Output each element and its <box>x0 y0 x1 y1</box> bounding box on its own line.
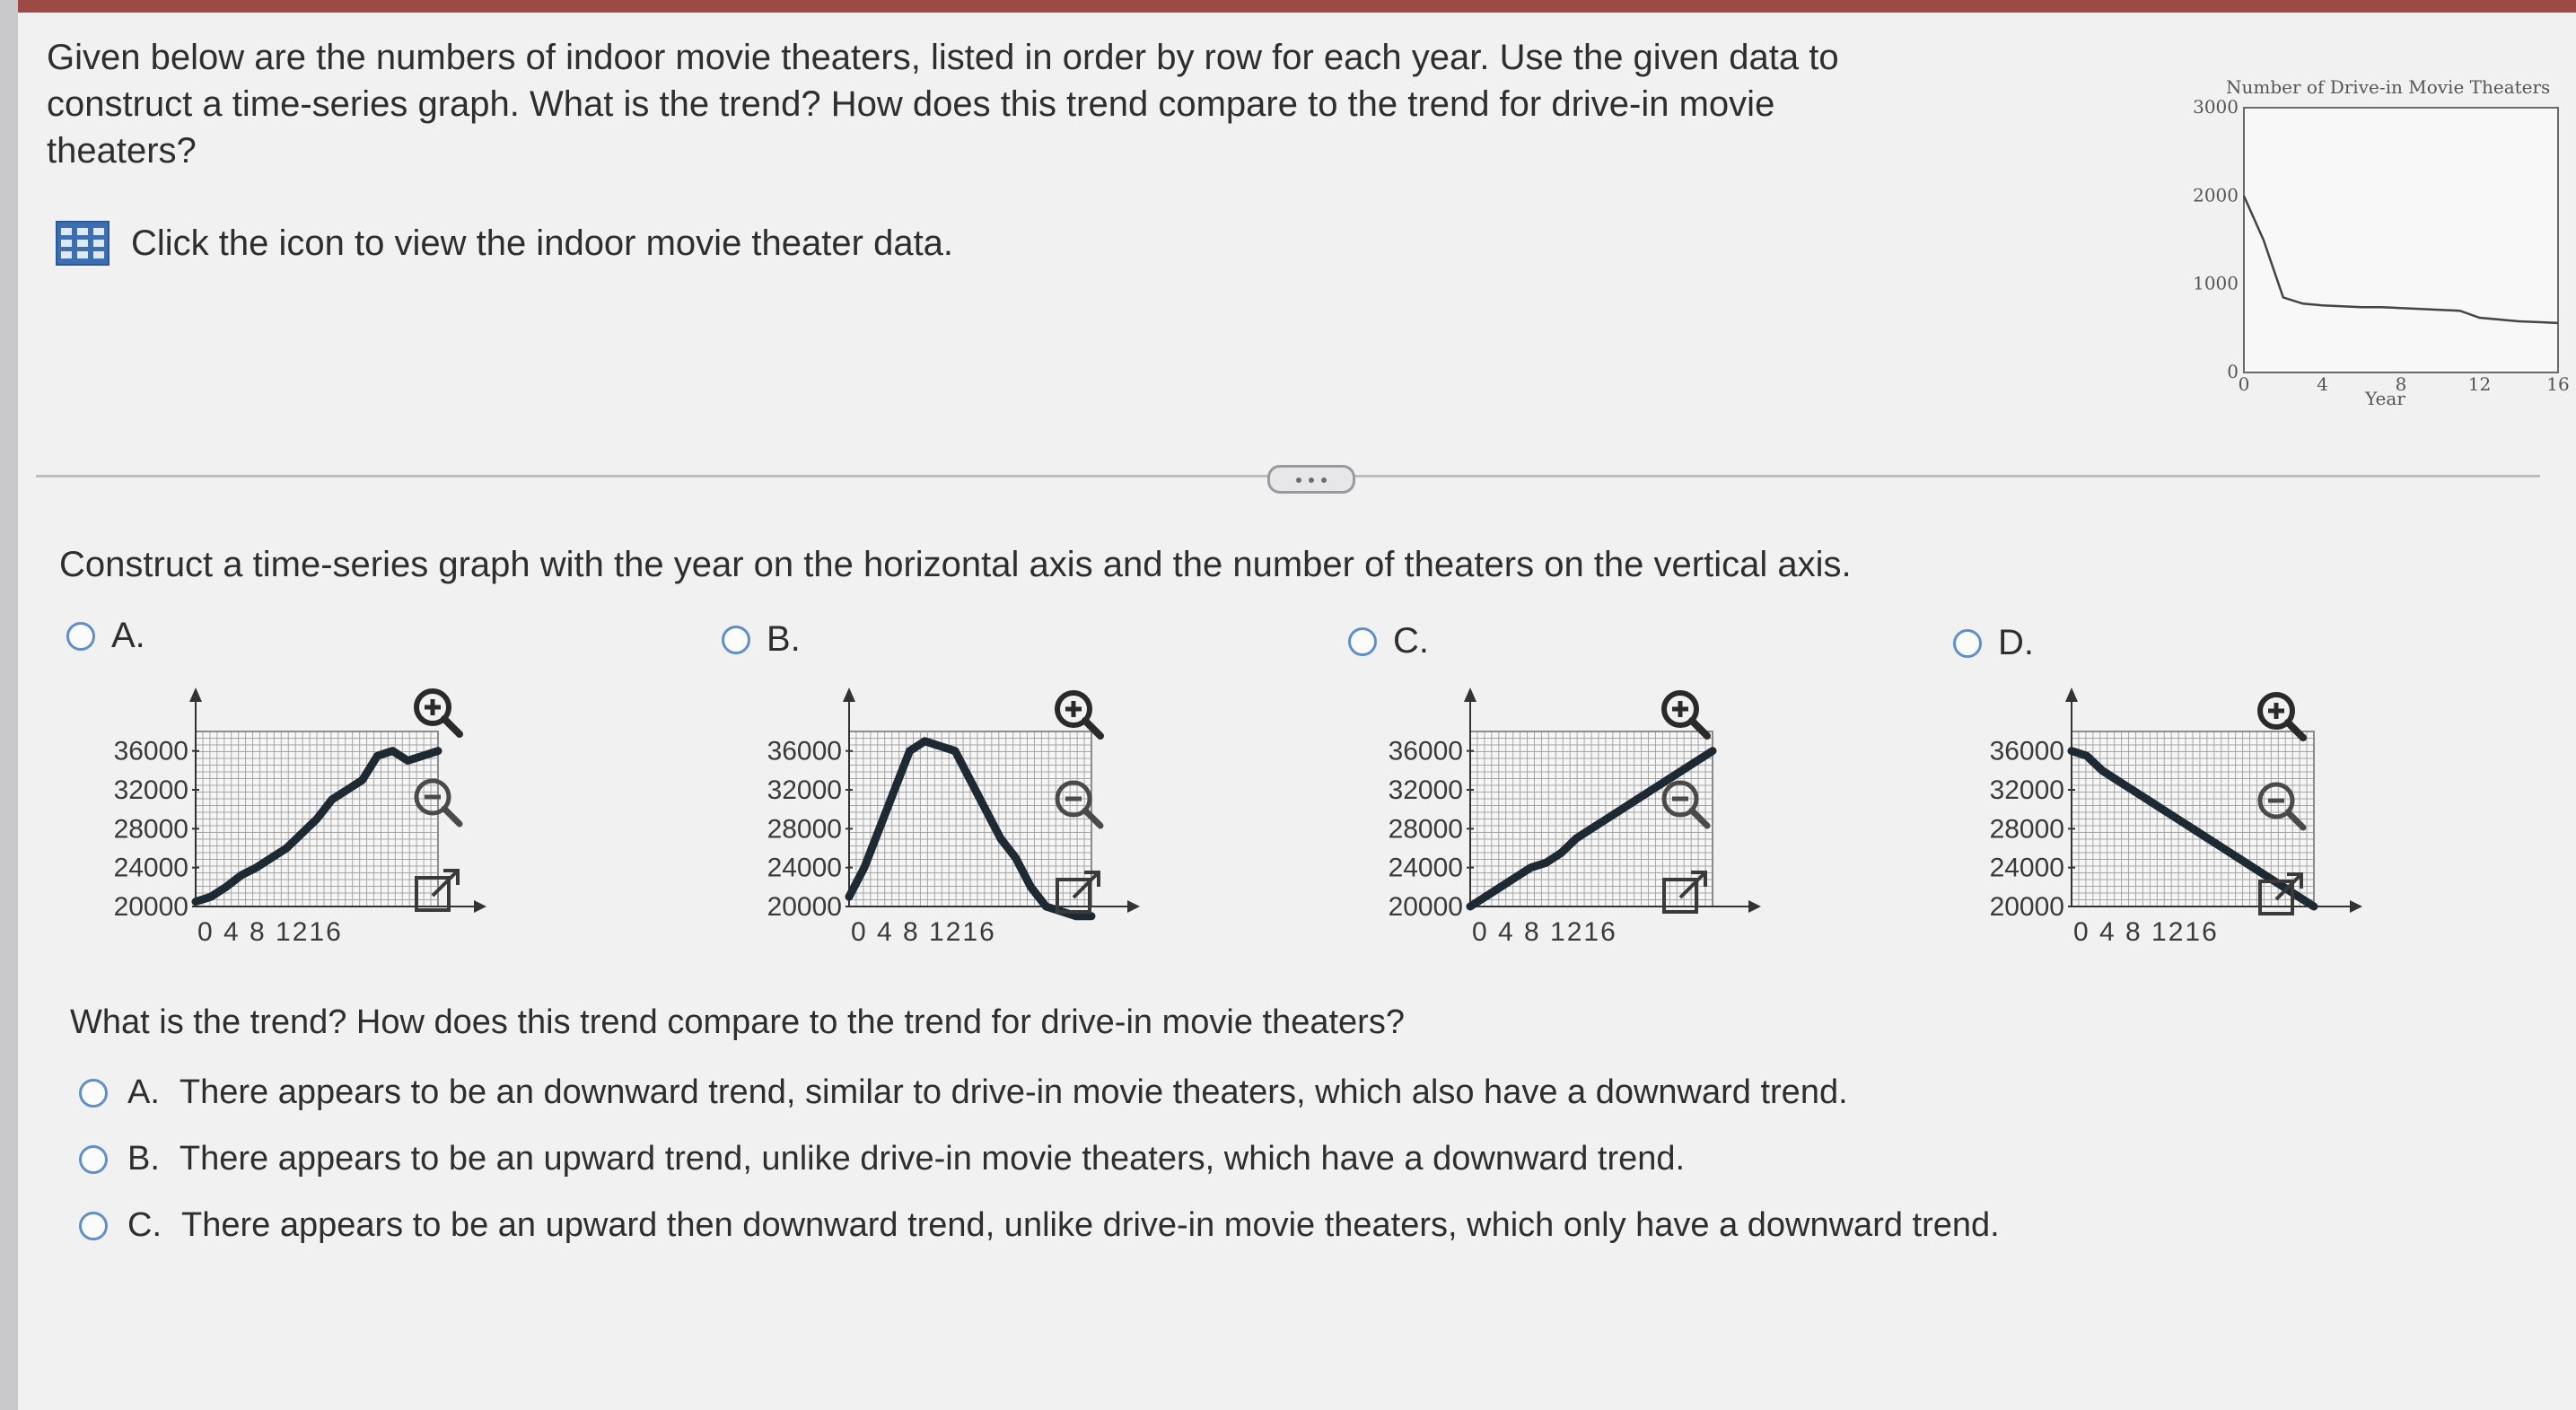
option-d-radio[interactable] <box>1953 629 1982 658</box>
drive-in-x-tick: 8 <box>2395 373 2407 395</box>
option-a-radio[interactable] <box>66 622 95 651</box>
answer-a-radio[interactable] <box>79 1079 108 1108</box>
answer-a-text: There appears to be an downward trend, similar to drive-in movie theaters, which also have a downward trend. <box>179 1073 1848 1111</box>
option-c-tools <box>1653 682 1716 924</box>
window-left-edge <box>0 0 18 1410</box>
drive-in-y-tick: 2000 <box>2193 184 2239 206</box>
window-top-bar <box>0 0 2576 13</box>
y-tick-label: 20000 <box>767 892 842 922</box>
y-tick-label: 36000 <box>113 736 188 766</box>
popout-icon[interactable] <box>1653 862 1716 924</box>
x-tick-labels: 0 4 8 1216 <box>2073 917 2219 947</box>
option-b-radio[interactable] <box>722 626 750 654</box>
data-table-link[interactable] <box>56 221 953 266</box>
y-axis-arrow <box>189 687 202 702</box>
answer-a[interactable] <box>79 1073 1848 1112</box>
option-a-tools <box>406 680 469 923</box>
y-tick-label: 20000 <box>1388 892 1463 922</box>
drive-in-y-tick: 3000 <box>2193 96 2239 118</box>
y-tick-label: 36000 <box>1989 736 2064 766</box>
x-tick-labels: 0 4 8 1216 <box>197 917 343 947</box>
option-d-label: D. <box>1998 623 2034 662</box>
y-tick-label: 36000 <box>1388 736 1463 766</box>
x-tick-labels: 0 4 8 1216 <box>1472 917 1617 947</box>
more-button[interactable] <box>1267 465 1355 494</box>
zoom-out-icon[interactable] <box>1047 772 1109 835</box>
popout-icon[interactable] <box>406 860 469 923</box>
popout-icon[interactable] <box>2249 863 2312 926</box>
answer-b-text: There appears to be an upward trend, unlike drive-in movie theaters, which have a downward trend. <box>179 1140 1686 1178</box>
y-axis-arrow <box>2065 687 2078 702</box>
drive-in-x-tick: 4 <box>2317 373 2328 395</box>
answer-c[interactable] <box>79 1206 2000 1245</box>
zoom-in-icon[interactable] <box>406 680 469 743</box>
zoom-out-icon[interactable] <box>406 770 469 833</box>
y-tick-label: 20000 <box>1989 892 2064 922</box>
more-icon[interactable] <box>1292 471 1330 487</box>
answer-b-letter: B. <box>127 1140 160 1178</box>
zoom-out-icon[interactable] <box>2249 774 2312 836</box>
drive-in-y-tick: 0 <box>2227 361 2239 382</box>
zoom-in-icon[interactable] <box>1047 682 1109 745</box>
y-tick-label: 32000 <box>113 775 188 805</box>
y-tick-label: 28000 <box>113 814 188 845</box>
zoom-out-icon[interactable] <box>1653 772 1716 835</box>
y-tick-label: 36000 <box>767 736 842 766</box>
option-c[interactable] <box>1348 621 1429 661</box>
answer-b[interactable] <box>79 1140 1685 1178</box>
instruction-text: Construct a time-series graph with the year on the horizontal axis and the number of theaters on the vertical axis. <box>59 545 1852 584</box>
option-a[interactable] <box>66 616 145 656</box>
option-a-label: A. <box>111 616 145 655</box>
option-d-tools <box>2249 684 2312 926</box>
option-a-graph <box>79 682 438 969</box>
grid-icon[interactable] <box>56 221 110 266</box>
trend-question: What is the trend? How does this trend compare to the trend for drive-in movie theaters? <box>70 1003 1405 1041</box>
answer-c-radio[interactable] <box>79 1212 108 1240</box>
y-tick-label: 32000 <box>1388 775 1463 805</box>
option-c-radio[interactable] <box>1348 627 1377 656</box>
y-tick-label: 24000 <box>1989 853 2064 883</box>
popout-icon[interactable] <box>1047 862 1109 924</box>
question-text: Given below are the numbers of indoor movie theaters, listed in order by row for each year. Use the given data to construct a time-series graph. What is the trend? How does this trend compare to the trend for drive-in movie theaters? <box>47 38 1839 171</box>
option-c-label: C. <box>1393 621 1429 661</box>
zoom-in-icon[interactable] <box>2249 684 2312 747</box>
answer-c-letter: C. <box>127 1206 162 1244</box>
y-tick-label: 32000 <box>767 775 842 805</box>
drive-in-title: Number of Drive-in Movie Theaters <box>2226 76 2551 98</box>
option-b-graph <box>732 682 1091 969</box>
y-tick-label: 24000 <box>1388 853 1463 883</box>
y-axis-arrow <box>1464 687 1476 702</box>
answer-b-radio[interactable] <box>79 1145 108 1174</box>
drive-in-chart <box>2190 70 2570 411</box>
y-tick-label: 32000 <box>1989 775 2064 805</box>
y-tick-label: 24000 <box>767 853 842 883</box>
answer-c-text: There appears to be an upward then downward trend, unlike drive-in movie theaters, which only have a downward trend. <box>181 1206 2000 1244</box>
y-tick-label: 24000 <box>113 853 188 883</box>
option-b-label: B. <box>767 619 801 659</box>
y-tick-label: 20000 <box>113 892 188 922</box>
answer-a-letter: A. <box>127 1073 160 1111</box>
drive-in-x-tick: 16 <box>2546 373 2570 395</box>
drive-in-x-label: Year <box>2365 388 2405 409</box>
drive-in-frame <box>2244 108 2558 372</box>
drive-in-x-tick: 0 <box>2238 373 2250 395</box>
option-b[interactable] <box>722 619 801 660</box>
option-d[interactable] <box>1953 623 2034 663</box>
drive-in-x-tick: 12 <box>2467 373 2492 395</box>
zoom-in-icon[interactable] <box>1653 682 1716 745</box>
y-tick-label: 28000 <box>767 814 842 845</box>
drive-in-y-tick: 1000 <box>2193 272 2239 294</box>
y-axis-arrow <box>843 687 855 702</box>
option-b-tools <box>1047 682 1109 924</box>
data-link-text[interactable]: Click the icon to view the indoor movie theater data. <box>131 223 954 263</box>
y-tick-label: 28000 <box>1989 814 2064 845</box>
y-tick-label: 28000 <box>1388 814 1463 845</box>
x-tick-labels: 0 4 8 1216 <box>851 917 996 947</box>
